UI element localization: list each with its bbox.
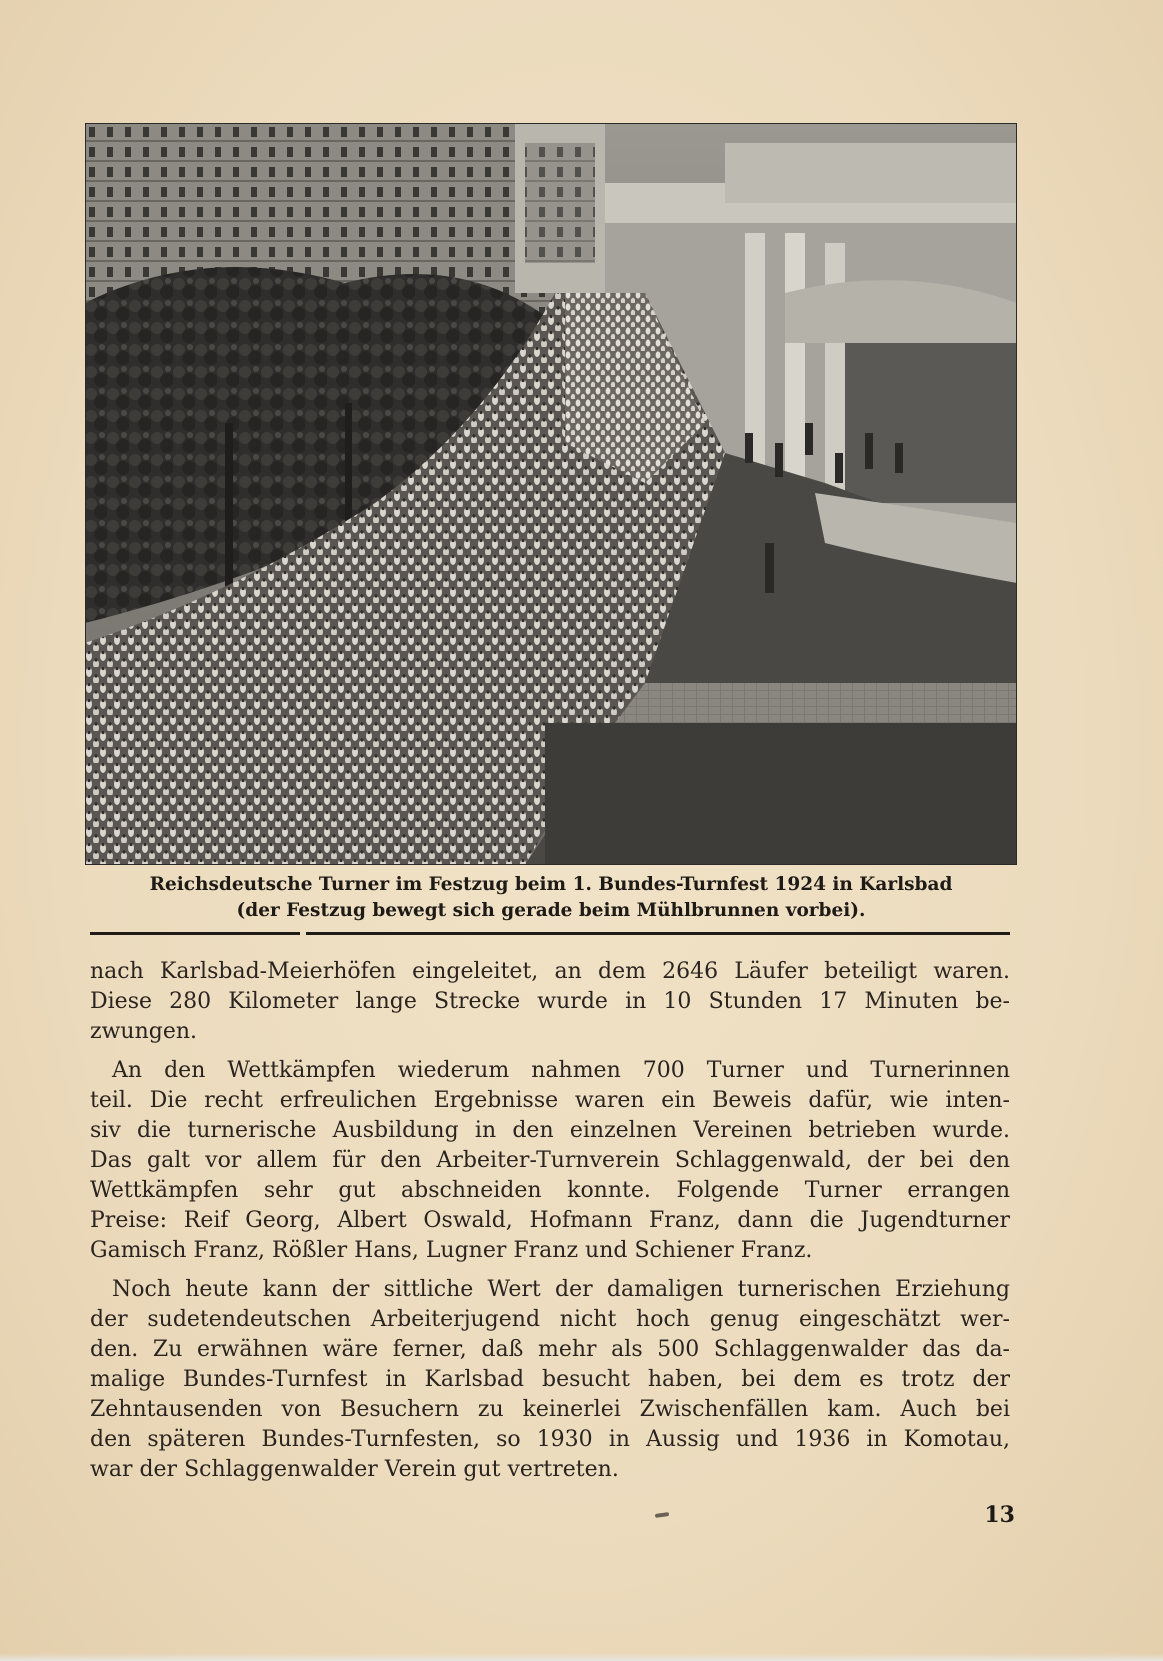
text-line: Zehntausenden von Besuchern zu keinerlei Zwischenfällen kam. Auch bei [90,1397,1010,1422]
caption-line-1: Reichsdeutsche Turner im Festzug beim 1. Bundes-Turnfest 1924 in Karlsbad [149,874,953,895]
text-line: An den Wettkämpfen wiederum nahmen 700 Turner und Turnerinnen [112,1058,1010,1083]
text-line: Diese 280 Kilometer lange Strecke wurde in 10 Stunden 17 Minuten be- [90,989,1010,1014]
text-line: Noch heute kann der sittliche Wert der damaligen turnerischen Erziehung [112,1277,1010,1302]
photo-caption [85,872,1017,924]
text-line: Gamisch Franz, Rößler Hans, Lugner Franz und Schiener Franz. [90,1238,813,1263]
text-line: den. Zu erwähnen wäre ferner, daß mehr als 500 Schlaggenwalder das da- [90,1337,1010,1362]
body-text [90,957,1010,1485]
caption-divider [90,932,1010,935]
parade-photo-image [85,123,1017,865]
text-line: war der Schlaggenwalder Verein gut vertreten. [90,1457,619,1482]
text-line: Das galt vor allem für den Arbeiter-Turnverein Schlaggenwald, der bei den [90,1148,1010,1173]
text-line: den späteren Bundes-Turnfesten, so 1930 in Aussig und 1936 in Komotau, [90,1427,1010,1452]
text-line: Preise: Reif Georg, Albert Oswald, Hofmann Franz, dann die Jugendturner [90,1208,1010,1233]
text-line: malige Bundes-Turnfest in Karlsbad besucht haben, bei dem es trotz der [90,1367,1010,1392]
caption-divider-gap [300,931,306,936]
text-line: nach Karlsbad-Meierhöfen eingeleitet, an dem 2646 Läufer beteiligt waren. [90,959,1010,984]
text-line: teil. Die recht erfreulichen Ergebnisse waren ein Beweis dafür, wie inten- [90,1088,1010,1113]
text-line: zwungen. [90,1019,198,1044]
paragraph-3 [90,1275,1010,1485]
paragraph-2 [90,1056,1010,1266]
ink-speck [655,1512,669,1518]
parade-photo [85,123,1017,865]
page-number: 13 [984,1502,1015,1528]
text-line: siv die turnerische Ausbildung in den einzelnen Vereinen betrieben wurde. [90,1118,1010,1143]
text-line: der sudetendeutschen Arbeiterjugend nicht hoch genug eingeschätzt wer- [90,1307,1010,1332]
caption-line-2: (der Festzug bewegt sich gerade beim Mühlbrunnen vorbei). [236,900,866,921]
text-line: Wettkämpfen sehr gut abschneiden konnte. Folgende Turner errangen [90,1178,1010,1203]
paragraph-1 [90,957,1010,1047]
